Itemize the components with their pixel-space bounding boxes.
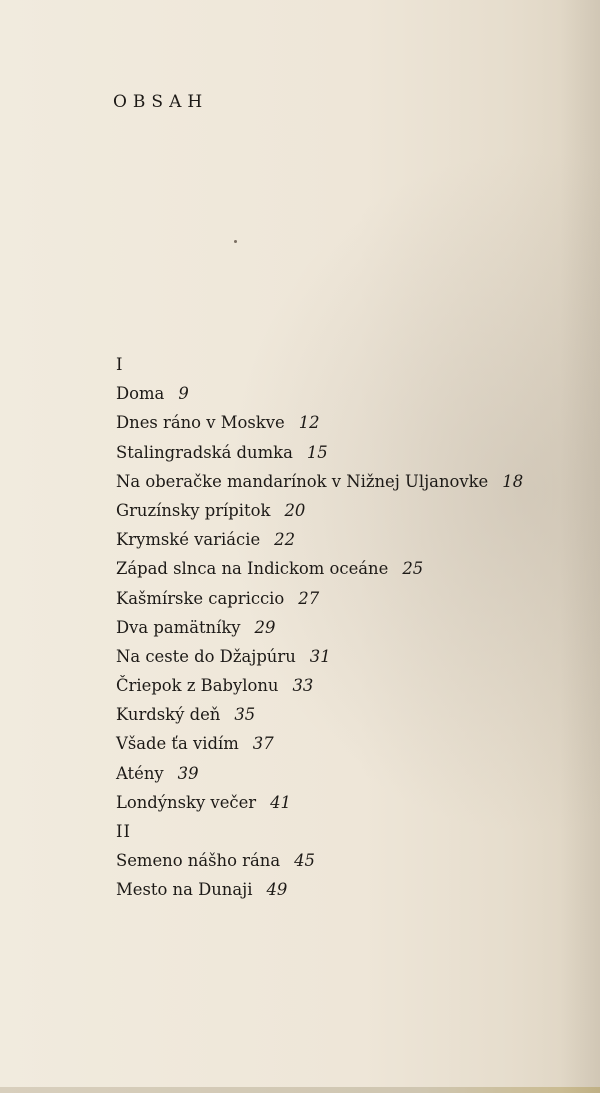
paper-speck xyxy=(234,240,237,243)
toc-entry xyxy=(116,846,523,875)
entry-title: Všade ťa vidím xyxy=(116,734,239,754)
entry-page-number: 35 xyxy=(234,705,256,725)
entry-page-number: 25 xyxy=(402,559,424,579)
entry-title: Krymské variácie xyxy=(116,530,261,550)
page-title: OBSAH xyxy=(113,92,209,112)
entry-title: Stalingradská dumka xyxy=(116,442,293,462)
entry-page-number: 20 xyxy=(284,500,306,520)
entry-page-number: 37 xyxy=(252,734,274,754)
entry-title: Západ slnca na Indickom oceáne xyxy=(116,559,389,579)
toc-entry xyxy=(116,671,523,700)
entry-title: Dnes ráno v Moskve xyxy=(116,413,285,433)
page-bottom-edge xyxy=(0,1087,600,1093)
entry-title: Semeno nášho rána xyxy=(116,851,281,871)
entry-title: Dva pamätníky xyxy=(116,617,241,637)
section-heading: II xyxy=(116,822,131,841)
entry-title: Kurdský deň xyxy=(116,705,221,725)
entry-page-number: 15 xyxy=(306,442,328,462)
toc-entry xyxy=(116,496,523,525)
toc-entry xyxy=(116,467,523,496)
toc-entry xyxy=(116,408,523,437)
entry-page-number: 41 xyxy=(270,792,291,812)
toc-entry xyxy=(116,642,523,671)
toc-entry xyxy=(116,759,523,788)
entry-title: Atény xyxy=(116,763,164,783)
entry-page-number: 12 xyxy=(298,413,320,433)
toc-entry xyxy=(116,700,523,729)
entry-title: Londýnsky večer xyxy=(116,792,257,812)
toc-entry xyxy=(116,554,523,583)
entry-title: Mesto na Dunaji xyxy=(116,880,253,900)
entry-page-number: 27 xyxy=(298,588,320,608)
toc-entry xyxy=(116,438,523,467)
entry-page-number: 33 xyxy=(292,676,314,696)
toc-entry xyxy=(116,613,523,642)
entry-title: Na oberačke mandarínok v Nižnej Uljanovke xyxy=(116,471,489,491)
toc-entry xyxy=(116,788,523,817)
entry-page-number: 9 xyxy=(178,384,189,404)
entry-page-number: 49 xyxy=(266,880,288,900)
entry-title: Kašmírske capriccio xyxy=(116,588,285,608)
toc-entry xyxy=(116,379,523,408)
entry-page-number: 29 xyxy=(254,617,276,637)
entry-title: Na ceste do Džajpúru xyxy=(116,646,296,666)
toc-entry xyxy=(116,729,523,758)
entry-page-number: 31 xyxy=(309,646,331,666)
entry-title: Doma xyxy=(116,384,165,404)
entry-title: Čriepok z Babylonu xyxy=(116,676,279,696)
section-heading: I xyxy=(116,355,124,374)
entry-page-number: 22 xyxy=(274,530,295,550)
entry-page-number: 18 xyxy=(502,471,524,491)
table-of-contents xyxy=(116,350,523,905)
toc-entry xyxy=(116,525,523,554)
entry-page-number: 45 xyxy=(294,851,315,871)
entry-page-number: 39 xyxy=(177,763,199,783)
entry-title: Gruzínsky prípitok xyxy=(116,500,271,520)
toc-entry xyxy=(116,584,523,613)
toc-entry xyxy=(116,875,523,904)
